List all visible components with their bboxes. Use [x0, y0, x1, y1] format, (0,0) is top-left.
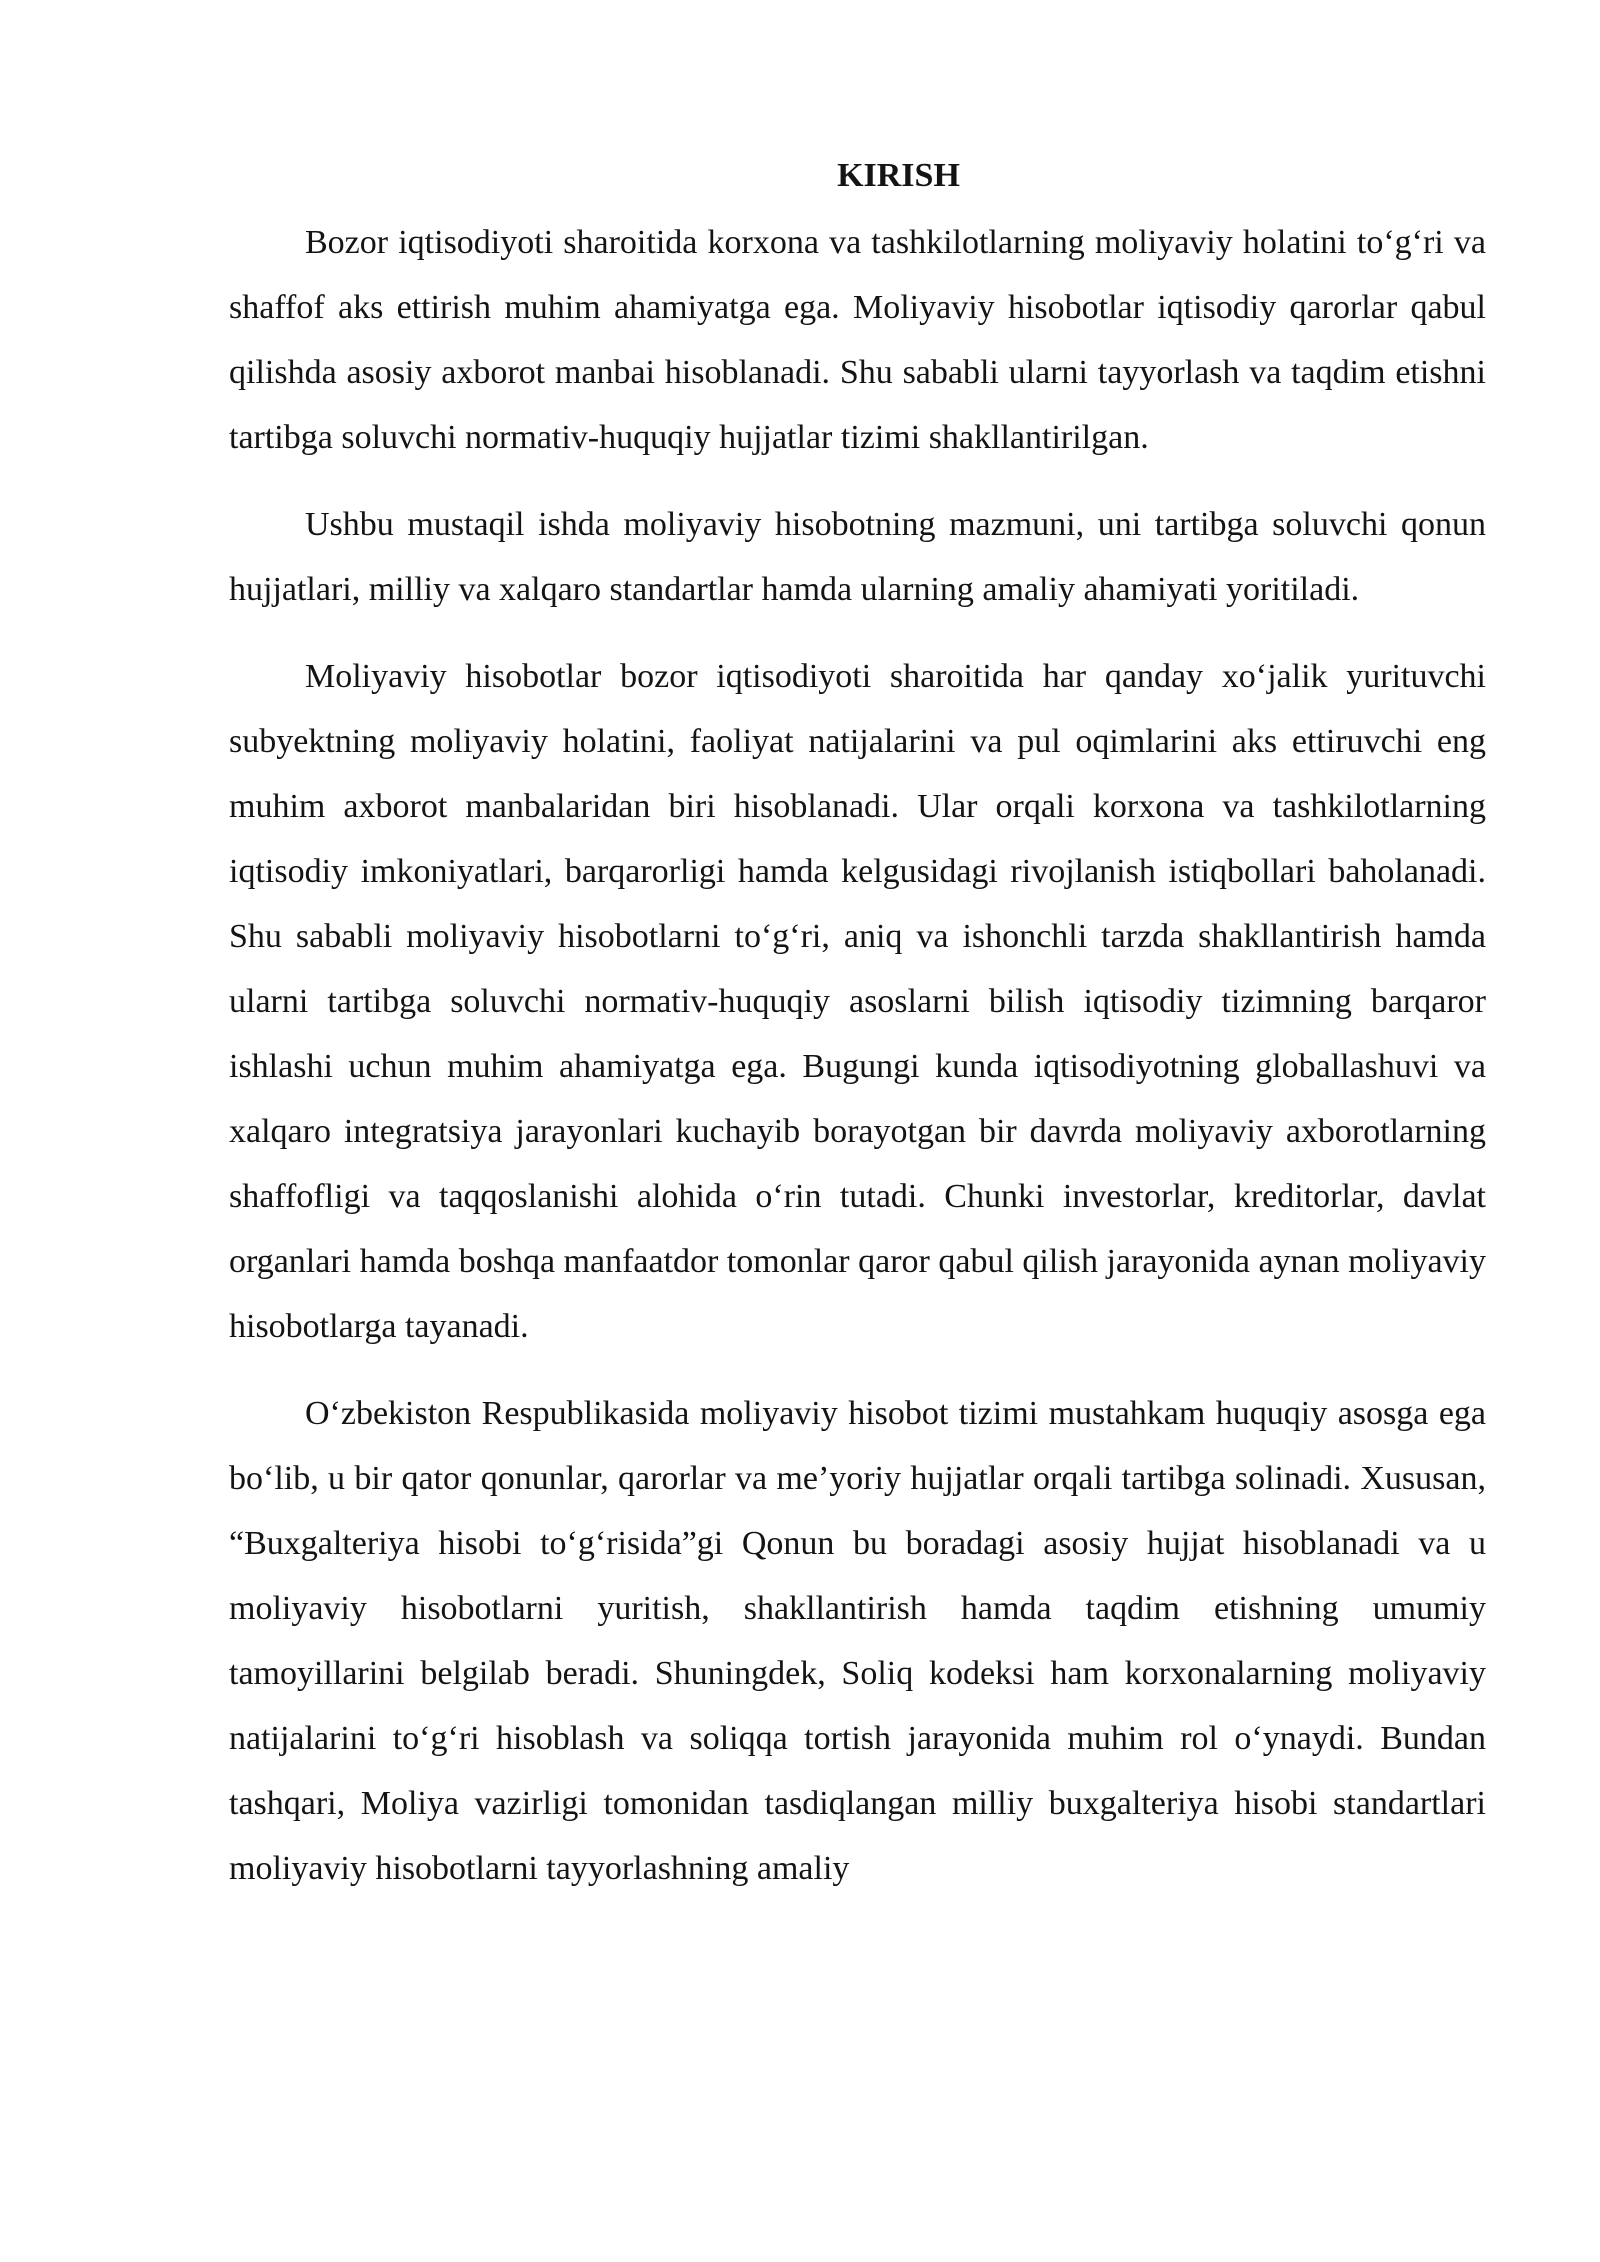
document-body: [229, 148, 1486, 1923]
section-title: KIRISH: [837, 157, 960, 194]
paragraph-2: Ushbu mustaqil ishda moliyaviy hisobotning mazmuni, uni tartibga soluvchi qonun hujjatlari, milliy va xalqaro standartlar hamda ularning amaliy ahamiyati yoritiladi.: [229, 506, 1486, 608]
paragraph-4: O‘zbekiston Respublikasida moliyaviy hisobot tizimi mustahkam huquqiy asosga ega bo‘lib, u bir qator qonunlar, qarorlar va me’yoriy hujjatlar orqali tartibga solinadi. Xususan, “Buxgalteriya hisobi to‘g‘risida”gi Qonun bu boradagi asosiy hujjat hisoblanadi va u moliyaviy hisobotlarni yuritish, shakllantirish hamda taqdim etishning umumiy tamoyillarini belgilab beradi. Shuningdek, Soliq kodeksi ham korxonalarning moliyaviy natijalarini to‘g‘ri hisoblash va soliqqa tortish jarayonida muhim rol o‘ynaydi. Bundan tashqari, Moliya vazirligi tomonidan tasdiqlangan milliy buxgalteriya hisobi standartlari moliyaviy hisobotlarni tayyorlashning amaliy: [229, 1395, 1486, 1887]
paragraph-3: Moliyaviy hisobotlar bozor iqtisodiyoti sharoitida har qanday xo‘jalik yurituvchi subyektning moliyaviy holatini, faoliyat natijalarini va pul oqimlarini aks ettiruvchi eng muhim axborot manbalaridan biri hisoblanadi. Ular orqali korxona va tashkilotlarning iqtisodiy imkoniyatlari, barqarorligi hamda kelgusidagi rivojlanish istiqbollari baholanadi. Shu sababli moliyaviy hisobotlarni to‘g‘ri, aniq va ishonchli tarzda shakllantirish hamda ularni tartibga soluvchi normativ-huquqiy asoslarni bilish iqtisodiy tizimning barqaror ishlashi uchun muhim ahamiyatga ega. Bugungi kunda iqtisodiyotning globallashuvi va xalqaro integratsiya jarayonlari kuchayib borayotgan bir davrda moliyaviy axborotlarning shaffofligi va taqqoslanishi alohida o‘rin tutadi. Chunki investorlar, kreditorlar, davlat organlari hamda boshqa manfaatdor tomonlar qaror qabul qilish jarayonida aynan moliyaviy hisobotlarga tayanadi.: [229, 658, 1487, 1345]
paragraph-1: Bozor iqtisodiyoti sharoitida korxona va tashkilotlarning moliyaviy holatini to‘g‘ri va shaffof aks ettirish muhim ahamiyatga ega. Moliyaviy hisobotlar iqtisodiy qarorlar qabul qilishda asosiy axborot manbai hisoblanadi. Shu sababli ularni tayyorlash va taqdim etishni tartibga soluvchi normativ-huquqiy hujjatlar tizimi shakllantirilgan.: [229, 224, 1486, 456]
